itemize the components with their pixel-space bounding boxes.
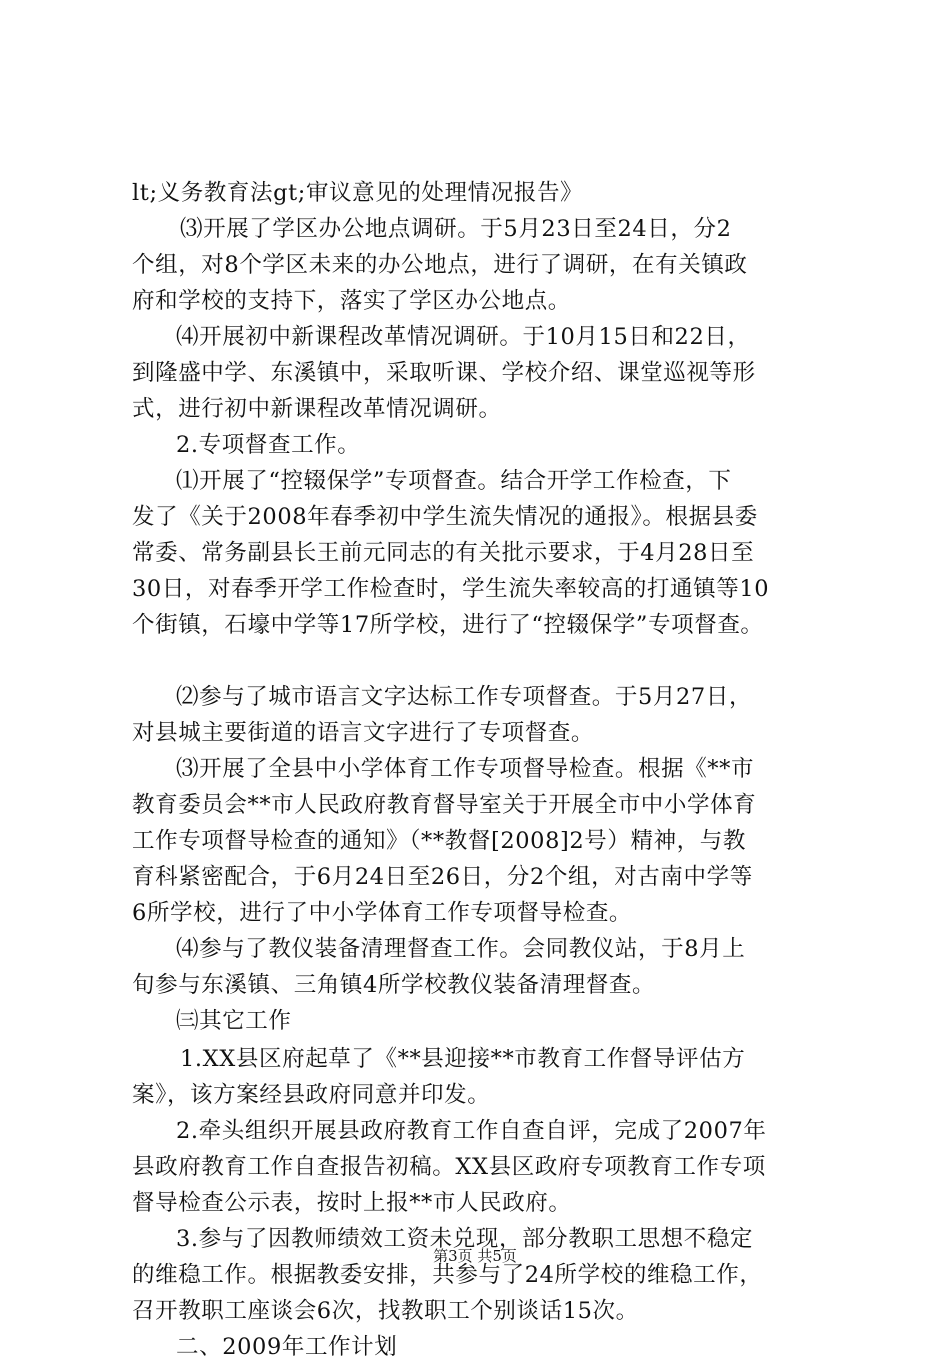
- text-line: 常委、常务副县长王前元同志的有关批示要求，于4月28日至: [132, 540, 755, 566]
- text-line: 旬参与东溪镇、三角镇4所学校教仪装备清理督查。: [132, 972, 656, 998]
- text-line: 30日，对春季开学工作检查时，学生流失率较高的打通镇等10: [132, 576, 770, 602]
- text-line: 到隆盛中学、东溪镇中，采取听课、学校介绍、课堂巡视等形: [132, 360, 756, 386]
- section-heading: ㈢其它工作: [176, 1008, 292, 1034]
- text-line: ⑵参与了城市语言文字达标工作专项督查。于5月27日，: [176, 684, 753, 710]
- text-line: ⑶开展了学区办公地点调研。于5月23日至24日，分2: [180, 216, 732, 242]
- text-line: 工作专项督导检查的通知》（**教督[2008]2号）精神，与教: [132, 828, 746, 854]
- text-line: 召开教职工座谈会6次，找教职工个别谈话15次。: [132, 1298, 639, 1324]
- text-line: 督导检查公示表，按时上报**市人民政府。: [132, 1190, 572, 1216]
- text-line: ⑷开展初中新课程改革情况调研。于10月15日和22日，: [176, 324, 751, 350]
- text-line: 个组，对8个学区未来的办公地点，进行了调研，在有关镇政: [132, 252, 748, 278]
- text-line: 府和学校的支持下，落实了学区办公地点。: [132, 288, 571, 314]
- text-line: ⑷参与了教仪装备清理督查工作。会同教仪站，于8月上: [176, 936, 746, 962]
- text-line: 3.参与了因教师绩效工资未兑现，部分教职工思想不稳定: [176, 1226, 754, 1252]
- page-number-footer: 第3页 共5页: [433, 1247, 517, 1265]
- text-line: 式，进行初中新课程改革情况调研。: [132, 396, 502, 422]
- text-line: 对县城主要街道的语言文字进行了专项督查。: [132, 720, 595, 746]
- text-line: 教育委员会**市人民政府教育督导室关于开展全市中小学体育: [132, 792, 757, 818]
- text-line: 个街镇，石壕中学等17所学校，进行了“控辍保学”专项督查。: [132, 612, 764, 638]
- text-line: 育科紧密配合，于6月24日至26日，分2个组，对古南中学等: [132, 864, 753, 890]
- text-line: 6所学校，进行了中小学体育工作专项督导检查。: [132, 900, 633, 926]
- text-line: 县政府教育工作自查报告初稿。XX县区政府专项教育工作专项: [132, 1154, 766, 1180]
- text-line: ⑶开展了全县中小学体育工作专项督导检查。根据《**市: [176, 756, 755, 782]
- text-line: lt;义务教育法gt;审议意见的处理情况报告》: [132, 180, 584, 206]
- section-heading: 二、2009年工作计划: [176, 1334, 398, 1360]
- text-line: 发了《关于2008年春季初中学生流失情况的通报》。根据县委: [132, 504, 758, 530]
- text-line: 2.牵头组织开展县政府教育工作自查自评，完成了2007年: [176, 1118, 767, 1144]
- text-line: ⑴开展了“控辍保学”专项督查。结合开学工作检查，下: [176, 468, 732, 494]
- section-heading: 2.专项督查工作。: [176, 432, 361, 458]
- text-line: 案》，该方案经县政府同意并印发。: [132, 1082, 491, 1108]
- text-line: 1.XX县区府起草了《**县迎接**市教育工作督导评估方: [180, 1046, 746, 1072]
- text-line: 的维稳工作。根据教委安排，共参与了24所学校的维稳工作，: [132, 1262, 763, 1288]
